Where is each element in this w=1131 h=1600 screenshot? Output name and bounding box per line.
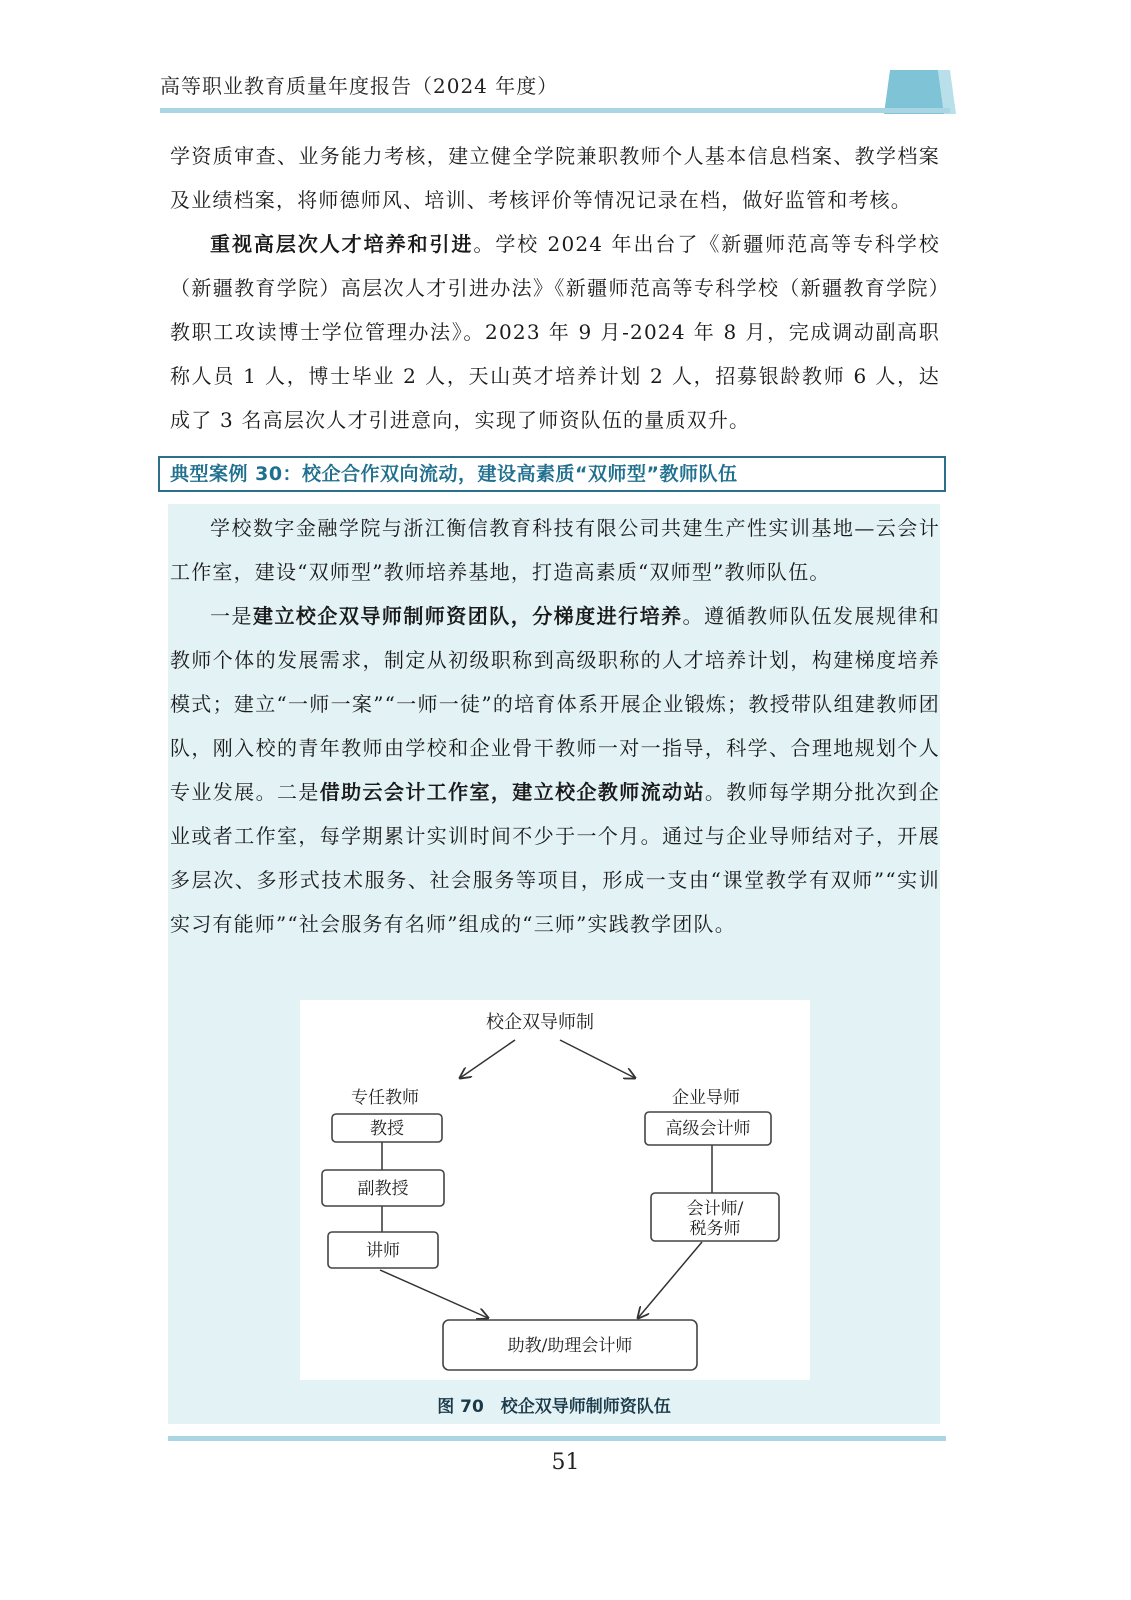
case-p2-c: 。遵循教师队伍发展规律和教师个体的发展需求，制定从初级职称到高级职称的人才培养计划，构建梯度培养模式；建立“一师一案”“一师一徒”的培育体系开展企业锻炼；教授带队组建教师团队，刚入校的青年教师由学校和企业骨干教师一对一指导，科学、合理地规划个人专业发展。二是 bbox=[170, 604, 941, 804]
case-p2-a: 一是 bbox=[210, 604, 253, 628]
body-paragraph-2 bbox=[170, 222, 940, 442]
node-assistant: 助教/助理会计师 bbox=[507, 1336, 633, 1356]
footer-rule bbox=[168, 1436, 946, 1441]
case-paragraph-2 bbox=[170, 594, 940, 946]
diagram-right-heading: 企业导师 bbox=[672, 1088, 740, 1108]
page-number: 51 bbox=[551, 1450, 580, 1475]
node-tax-accountant: 税务师 bbox=[689, 1219, 741, 1239]
node-accountant: 会计师/ bbox=[686, 1199, 744, 1219]
header-rule bbox=[160, 108, 950, 113]
case-p2-bold-1: 建立校企双导师制师资团队，分梯度进行培养 bbox=[252, 604, 683, 628]
figure-caption: 图 70 校企双导师制师资队伍 bbox=[437, 1397, 671, 1417]
paragraph-2-text: 。学校 2024 年出台了《新疆师范高等专科学校（新疆教育学院）高层次人才引进办法》《新疆师范高等专科学校（新疆教育学院）教职工攻读博士学位管理办法》。2023 年 9 月-2024 年 8 月，完成调动副高职称人员 1 人，博士毕业 2 人，天山英才培养计划 2 人，招募银龄教师 6 人，达成了 3 名高层次人才引进意向，实现了师资队伍的量质双升。 bbox=[170, 232, 940, 432]
case-paragraph-1: 学校数字金融学院与浙江衡信教育科技有限公司共建生产性实训基地—云会计工作室，建设“双师型”教师培养基地，打造高素质“双师型”教师队伍。 bbox=[170, 516, 940, 584]
body-paragraph-1: 学资质审查、业务能力考核，建立健全学院兼职教师个人基本信息档案、教学档案及业绩档案，将师德师风、培训、考核评价等情况记录在档，做好监管和考核。 bbox=[170, 144, 940, 212]
node-professor: 教授 bbox=[370, 1119, 404, 1139]
diagram-top-label: 校企双导师制 bbox=[486, 1012, 594, 1033]
header-title: 高等职业教育质量年度报告（2024 年度） bbox=[160, 74, 559, 98]
diagram-left-heading: 专任教师 bbox=[351, 1088, 419, 1108]
diagram-figure bbox=[300, 1000, 810, 1380]
case-title: 典型案例 30：校企合作双向流动，建设高素质“双师型”教师队伍 bbox=[158, 456, 946, 492]
paragraph-2-lead: 重视高层次人才培养和引进 bbox=[210, 232, 474, 256]
node-lecturer: 讲师 bbox=[366, 1241, 400, 1261]
case-p2-e: 。教师每学期分批次到企业或者工作室，每学期累计实训时间不少于一个月。通过与企业导师结对子，开展多层次、多形式技术服务、社会服务等项目，形成一支由“课堂教学有双师”“实训实习有能师”“社会服务有名师”组成的“三师”实践教学团队。 bbox=[170, 780, 940, 936]
node-associate-professor: 副教授 bbox=[357, 1179, 409, 1199]
node-senior-accountant: 高级会计师 bbox=[665, 1119, 751, 1139]
case-p2-bold-2: 借助云会计工作室，建立校企教师流动站 bbox=[319, 780, 705, 804]
diagram-svg bbox=[300, 1000, 810, 1380]
